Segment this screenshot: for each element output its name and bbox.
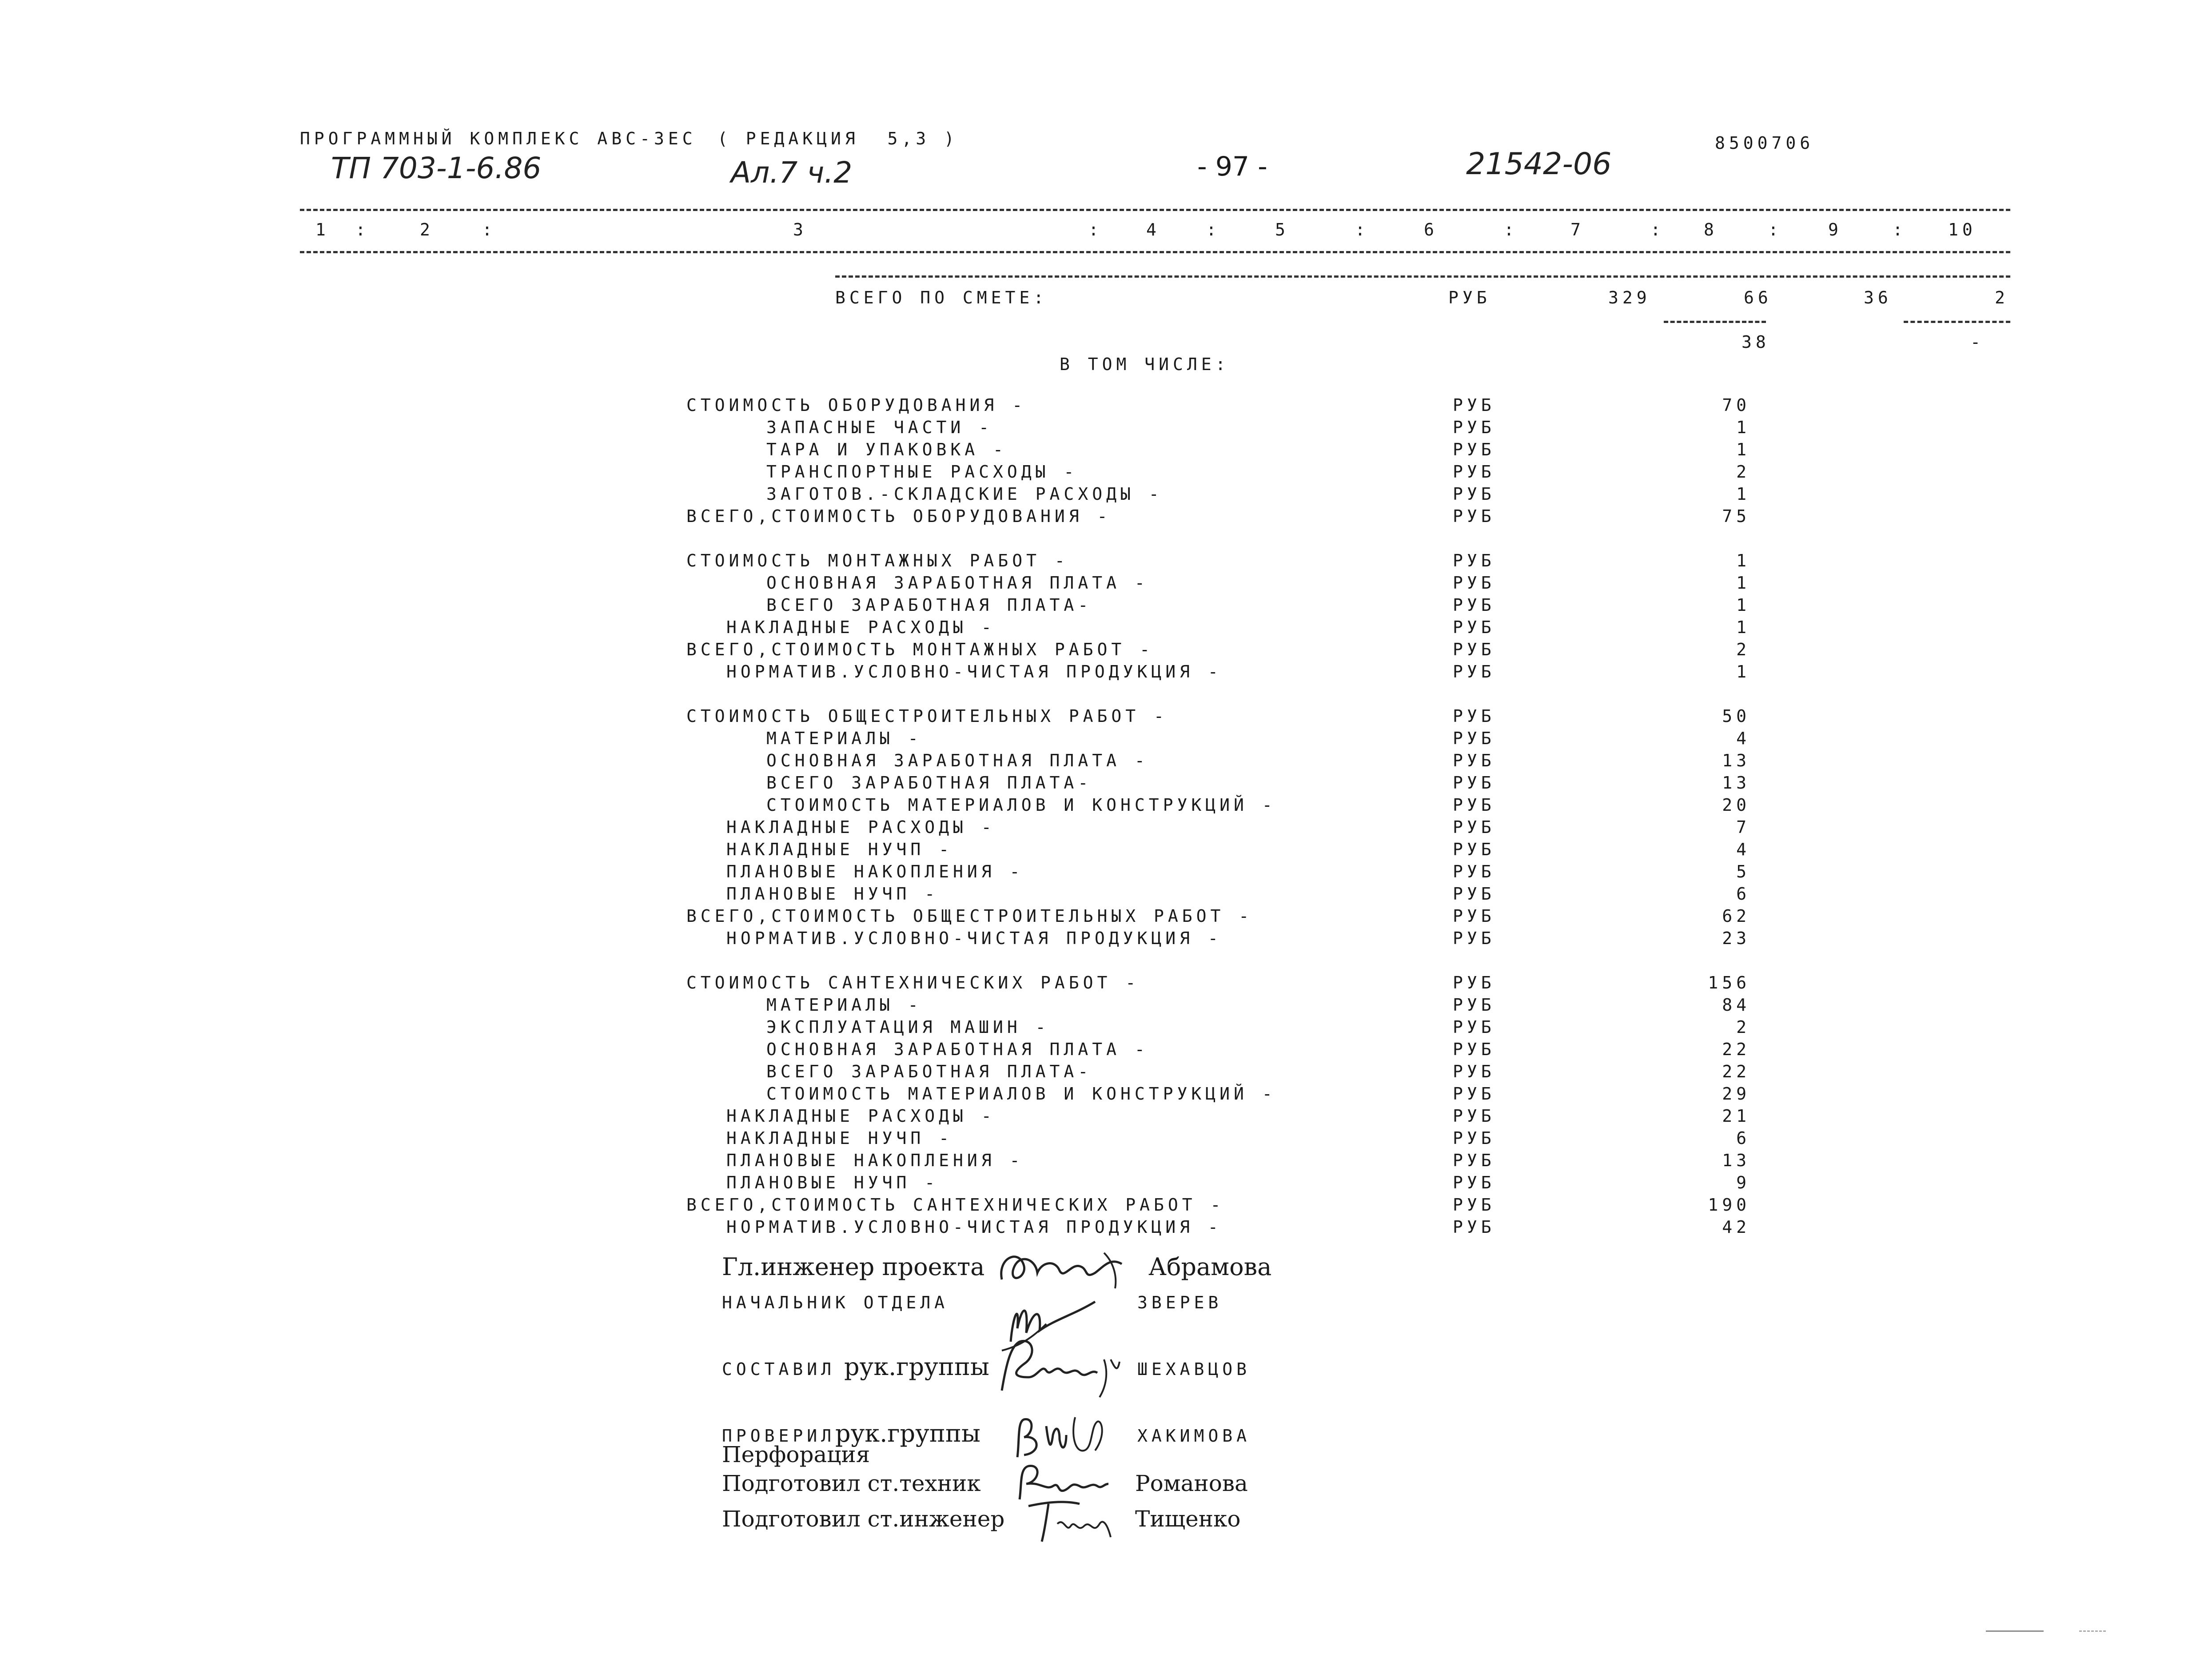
row-unit: РУБ [1453,1062,1495,1081]
total-col8-rule [1664,321,1766,323]
total-label: ВСЕГО ПО СМЕТЕ: [835,288,1048,307]
table-row [686,418,1797,439]
row-value: 4 [1736,729,1750,748]
prepared-tech-name: Романова [1135,1471,1248,1496]
row-value: 13 [1722,1151,1750,1170]
column-separator: : [482,220,496,239]
compiled-prefix: СОСТАВИЛ [722,1359,836,1379]
row-label: МАТЕРИАЛЫ - [766,995,922,1015]
row-label: ВСЕГО,СТОИМОСТЬ САНТЕХНИЧЕСКИХ РАБОТ - [686,1195,1225,1215]
table-row [686,462,1797,483]
row-value: 2 [1736,1017,1750,1037]
row-value: 190 [1708,1195,1750,1215]
total-unit: РУБ [1448,288,1491,307]
row-value: 70 [1722,395,1750,415]
total-col10-sub: - [1970,332,1985,352]
table-row [686,506,1797,528]
total-col7: 329 [1608,288,1651,307]
scan-mark [2079,1630,2106,1632]
table-row [686,817,1797,839]
row-value: 62 [1722,906,1750,926]
table-row [686,929,1797,950]
row-label: ОСНОВНАЯ ЗАРАБОТНАЯ ПЛАТА - [766,1040,1149,1059]
row-value: 156 [1708,973,1750,992]
total-col10-rule [1904,321,2010,323]
row-unit: РУБ [1453,1195,1495,1215]
row-unit: РУБ [1453,1128,1495,1148]
column-number: 1 [315,220,330,239]
row-value: 7 [1736,817,1750,837]
row-unit: РУБ [1453,773,1495,793]
row-unit: РУБ [1453,551,1495,570]
row-unit: РУБ [1453,484,1495,504]
row-label: НАКЛАДНЫЕ РАСХОДЫ - [726,817,996,837]
row-value: 13 [1722,751,1750,770]
column-number: 3 [793,220,807,239]
column-header-row [300,220,2010,242]
program-title: ПРОГРАММНЫЙ КОМПЛЕКС АВС-3ЕС [300,129,697,148]
row-value: 20 [1722,795,1750,815]
row-label: СТОИМОСТЬ ОБЩЕСТРОИТЕЛЬНЫХ РАБОТ - [686,706,1168,726]
row-value: 75 [1722,506,1750,526]
row-value: 6 [1736,1128,1750,1148]
column-number: 9 [1828,220,1842,239]
row-value: 1 [1736,573,1750,593]
row-label: ПЛАНОВЫЕ НАКОПЛЕНИЯ - [726,1151,1024,1170]
dept-head-name: ЗВЕРЕВ [1137,1293,1223,1312]
row-label: СТОИМОСТЬ МАТЕРИАЛОВ И КОНСТРУКЦИЙ - [766,795,1276,815]
row-label: ВСЕГО ЗАРАБОТНАЯ ПЛАТА- [766,1062,1092,1081]
row-unit: РУБ [1453,929,1495,948]
table-row [686,729,1797,750]
row-value: 21 [1722,1106,1750,1126]
row-value: 5 [1736,862,1750,881]
compiled-name: ШЕХАВЦОВ [1137,1359,1251,1379]
row-unit: РУБ [1453,1084,1495,1104]
total-col8-sub: 38 [1742,332,1770,352]
row-label: НАКЛАДНЫЕ НУЧП - [726,1128,953,1148]
program-edition: ( РЕДАКЦИЯ 5,3 ) [717,129,958,148]
header-rule-bottom [300,251,2010,253]
row-label: МАТЕРИАЛЫ - [766,729,922,748]
table-row [686,1084,1797,1105]
table-row [686,906,1797,928]
column-separator: : [1768,220,1782,239]
row-unit: РУБ [1453,729,1495,748]
row-label: НОРМАТИВ.УСЛОВНО-ЧИСТАЯ ПРОДУКЦИЯ - [726,929,1222,948]
row-label: ВСЕГО ЗАРАБОТНАЯ ПЛАТА- [766,773,1092,793]
compiled-role: рук.группы [844,1353,989,1381]
row-value: 23 [1722,929,1750,948]
page-number: - 97 - [1197,151,1267,182]
row-value: 13 [1722,773,1750,793]
project-number: ТП 703-1-6.86 [331,151,542,185]
cost-table [686,395,1797,1248]
doc-number: 21542-06 [1466,147,1612,182]
row-unit: РУБ [1453,662,1495,682]
document-code: 8500706 [1715,133,1814,153]
row-label: СТОИМОСТЬ МАТЕРИАЛОВ И КОНСТРУКЦИЙ - [766,1084,1276,1104]
column-number: 2 [420,220,434,239]
signature-tishchenko [1022,1493,1120,1550]
row-label: НОРМАТИВ.УСЛОВНО-ЧИСТАЯ ПРОДУКЦИЯ - [726,1217,1222,1237]
table-row [686,395,1797,417]
row-value: 22 [1722,1040,1750,1059]
row-unit: РУБ [1453,418,1495,437]
row-value: 22 [1722,1062,1750,1081]
row-value: 1 [1736,440,1750,459]
table-row [686,1217,1797,1239]
row-label: ПЛАНОВЫЕ НАКОПЛЕНИЯ - [726,862,1024,881]
table-row [686,1195,1797,1216]
row-label: НАКЛАДНЫЕ РАСХОДЫ - [726,1106,996,1126]
row-unit: РУБ [1453,573,1495,593]
row-value: 50 [1722,706,1750,726]
column-number: 10 [1948,220,1977,239]
table-row [686,1062,1797,1083]
row-value: 4 [1736,840,1750,859]
row-unit: РУБ [1453,440,1495,459]
column-separator: : [1206,220,1220,239]
column-separator: : [1355,220,1369,239]
column-number: 6 [1424,220,1438,239]
table-row [686,973,1797,994]
row-unit: РУБ [1453,395,1495,415]
table-row [686,640,1797,661]
table-row [686,1151,1797,1172]
row-unit: РУБ [1453,462,1495,482]
row-label: НОРМАТИВ.УСЛОВНО-ЧИСТАЯ ПРОДУКЦИЯ - [726,662,1222,682]
column-number: 8 [1704,220,1718,239]
row-unit: РУБ [1453,506,1495,526]
table-row [686,773,1797,794]
column-separator: : [1504,220,1518,239]
row-unit: РУБ [1453,906,1495,926]
row-value: 42 [1722,1217,1750,1237]
table-row [686,795,1797,817]
row-unit: РУБ [1453,1040,1495,1059]
row-label: ВСЕГО,СТОИМОСТЬ ОБЩЕСТРОИТЕЛЬНЫХ РАБОТ - [686,906,1253,926]
table-row [686,595,1797,617]
row-label: ВСЕГО ЗАРАБОТНАЯ ПЛАТА- [766,595,1092,615]
row-unit: РУБ [1453,595,1495,615]
prepared-tech-role: Подготовил ст.техник [722,1471,981,1496]
row-unit: РУБ [1453,1173,1495,1192]
row-unit: РУБ [1453,973,1495,992]
row-label: ВСЕГО,СТОИМОСТЬ ОБОРУДОВАНИЯ - [686,506,1112,526]
row-label: СТОИМОСТЬ МОНТАЖНЫХ РАБОТ - [686,551,1069,570]
prepared-eng-role: Подготовил ст.инженер [722,1506,1005,1532]
table-row [686,862,1797,883]
row-value: 2 [1736,462,1750,482]
row-unit: РУБ [1453,884,1495,904]
table-row [686,995,1797,1016]
table-row [686,551,1797,572]
column-separator: : [1088,220,1103,239]
header-rule-top [300,209,2010,211]
table-row [686,484,1797,506]
row-value: 1 [1736,484,1750,504]
chief-engineer-role: Гл.инженер проекта [722,1253,985,1281]
table-row [686,706,1797,728]
row-value: 84 [1722,995,1750,1015]
total-col9: 36 [1864,288,1892,307]
scan-mark [1986,1630,2044,1632]
table-row [686,1040,1797,1061]
table-row [686,1173,1797,1194]
table-row [686,1128,1797,1150]
perforation-label: Перфорация [722,1442,870,1467]
row-label: ПЛАНОВЫЕ НУЧП - [726,1173,939,1192]
table-row [686,440,1797,461]
row-value: 1 [1736,551,1750,570]
row-unit: РУБ [1453,751,1495,770]
chief-engineer-name: Абрамова [1148,1253,1272,1281]
row-label: ЭКСПЛУАТАЦИЯ МАШИН - [766,1017,1050,1037]
table-row [686,573,1797,594]
row-value: 2 [1736,640,1750,659]
column-number: 5 [1275,220,1289,239]
table-row [686,840,1797,861]
row-unit: РУБ [1453,706,1495,726]
row-label: СТОИМОСТЬ САНТЕХНИЧЕСКИХ РАБОТ - [686,973,1140,992]
column-separator: : [1893,220,1907,239]
row-value: 1 [1736,662,1750,682]
row-label: ОСНОВНАЯ ЗАРАБОТНАЯ ПЛАТА - [766,573,1149,593]
dept-head-role: НАЧАЛЬНИК ОТДЕЛА [722,1293,949,1312]
total-col8: 66 [1744,288,1772,307]
row-label: ТРАНСПОРТНЫЕ РАСХОДЫ - [766,462,1078,482]
table-row [686,884,1797,905]
total-rule-top [835,275,2010,278]
column-separator: : [1650,220,1665,239]
row-label: ВСЕГО,СТОИМОСТЬ МОНТАЖНЫХ РАБОТ - [686,640,1154,659]
row-unit: РУБ [1453,640,1495,659]
row-label: НАКЛАДНЫЕ НУЧП - [726,840,953,859]
row-unit: РУБ [1453,817,1495,837]
in-that-number-heading: В ТОМ ЧИСЛЕ: [1060,355,1230,374]
row-unit: РУБ [1453,995,1495,1015]
table-row [686,1017,1797,1039]
checked-name: ХАКИМОВА [1137,1426,1251,1446]
table-row [686,751,1797,772]
row-label: ОСНОВНАЯ ЗАРАБОТНАЯ ПЛАТА - [766,751,1149,770]
column-number: 7 [1570,220,1585,239]
row-value: 1 [1736,595,1750,615]
row-unit: РУБ [1453,1106,1495,1126]
column-number: 4 [1146,220,1160,239]
row-unit: РУБ [1453,1217,1495,1237]
row-label: НАКЛАДНЫЕ РАСХОДЫ - [726,618,996,637]
row-unit: РУБ [1453,840,1495,859]
row-unit: РУБ [1453,618,1495,637]
row-value: 9 [1736,1173,1750,1192]
row-unit: РУБ [1453,795,1495,815]
table-row [686,662,1797,683]
row-label: СТОИМОСТЬ ОБОРУДОВАНИЯ - [686,395,1027,415]
checked-prefix: ПРОВЕРИЛ [722,1426,836,1446]
signature-shekhavtsov [988,1328,1131,1399]
table-row [686,1106,1797,1128]
row-label: ПЛАНОВЫЕ НУЧП - [726,884,939,904]
row-unit: РУБ [1453,1151,1495,1170]
checked-role: рук.группы [835,1419,980,1447]
column-separator: : [355,220,370,239]
total-col10: 2 [1995,288,2009,307]
row-label: ЗАГОТОВ.-СКЛАДСКИЕ РАСХОДЫ - [766,484,1163,504]
row-value: 1 [1736,618,1750,637]
row-label: ЗАПАСНЫЕ ЧАСТИ - [766,418,993,437]
album-number: Ал.7 ч.2 [731,155,853,190]
table-row [686,618,1797,639]
row-value: 6 [1736,884,1750,904]
row-label: ТАРА И УПАКОВКА - [766,440,1007,459]
prepared-eng-name: Тищенко [1135,1506,1241,1532]
row-unit: РУБ [1453,1017,1495,1037]
row-value: 1 [1736,418,1750,437]
row-unit: РУБ [1453,862,1495,881]
row-value: 29 [1722,1084,1750,1104]
